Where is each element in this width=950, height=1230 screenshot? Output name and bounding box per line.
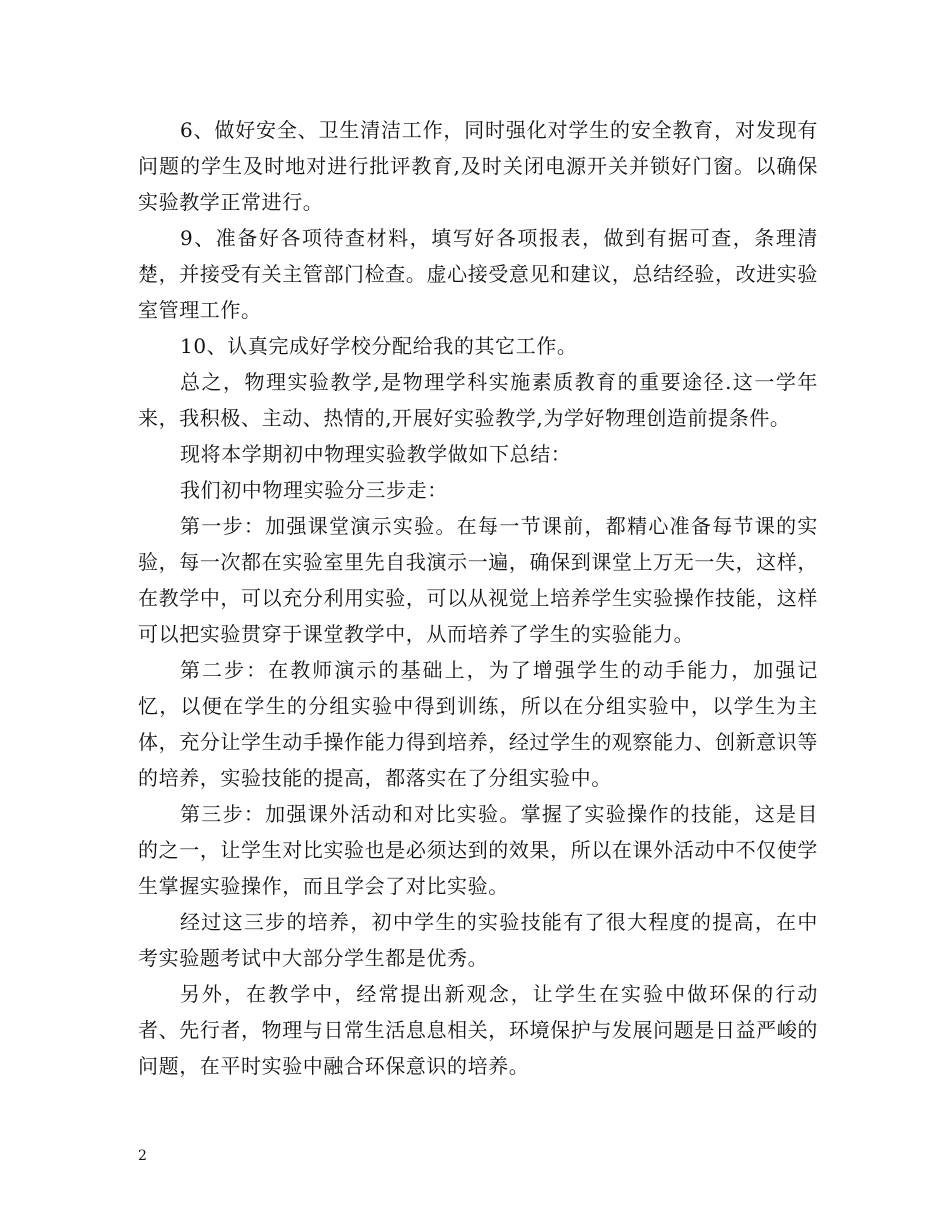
paragraph-step-three: 第三步：加强课外活动和对比实验。掌握了实验操作的技能，这是目的之一，让学生对比实验也是必须达到的效果，所以在课外活动中不仅使学生掌握实验操作，而且学会了对比实验。 (138, 802, 818, 898)
paragraph-item-6: 6、做好安全、卫生清洁工作，同时强化对学生的安全教育，对发现有问题的学生及时地对进行批评教育,及时关闭电源开关并锁好门窗。以确保实验教学正常进行。 (138, 118, 818, 214)
page-number: 2 (138, 1148, 147, 1164)
paragraph-three-steps: 我们初中物理实验分三步走： (180, 478, 448, 502)
paragraph-item-9: 9、准备好各项待查材料，填写好各项报表，做到有据可查，条理清楚，并接受有关主管部门检查。虚心接受意见和建议，总结经验，改进实验室管理工作。 (138, 226, 818, 322)
paragraph-intro: 现将本学期初中物理实验教学做如下总结： (180, 442, 572, 466)
paragraph-summary: 总之，物理实验教学,是物理学科实施素质教育的重要途径.这一学年来，我积极、主动、热情的,开展好实验教学,为学好物理创造前提条件。 (138, 370, 818, 430)
paragraph-step-one: 第一步：加强课堂演示实验。在每一节课前，都精心准备每节课的实验，每一次都在实验室里先自我演示一遍，确保到课堂上万无一失，这样，在教学中，可以充分利用实验，可以从视觉上培养学生实验操作技能，这样可以把实验贯穿于课堂教学中，从而培养了学生的实验能力。 (138, 514, 818, 646)
paragraph-item-10: 10、认真完成好学校分配给我的其它工作。 (180, 334, 578, 358)
paragraph-environment: 另外，在教学中，经常提出新观念，让学生在实验中做环保的行动者、先行者，物理与日常生活息息相关，环境保护与发展问题是日益严峻的问题，在平时实验中融合环保意识的培养。 (138, 982, 818, 1078)
paragraph-step-two: 第二步：在教师演示的基础上，为了增强学生的动手能力，加强记忆，以便在学生的分组实验中得到训练，所以在分组实验中，以学生为主体，充分让学生动手操作能力得到培养，经过学生的观察能力、创新意识等的培养，实验技能的提高，都落实在了分组实验中。 (138, 658, 818, 790)
body-text (138, 112, 818, 1084)
paragraph-result: 经过这三步的培养，初中学生的实验技能有了很大程度的提高，在中考实验题考试中大部分学生都是优秀。 (138, 910, 818, 970)
